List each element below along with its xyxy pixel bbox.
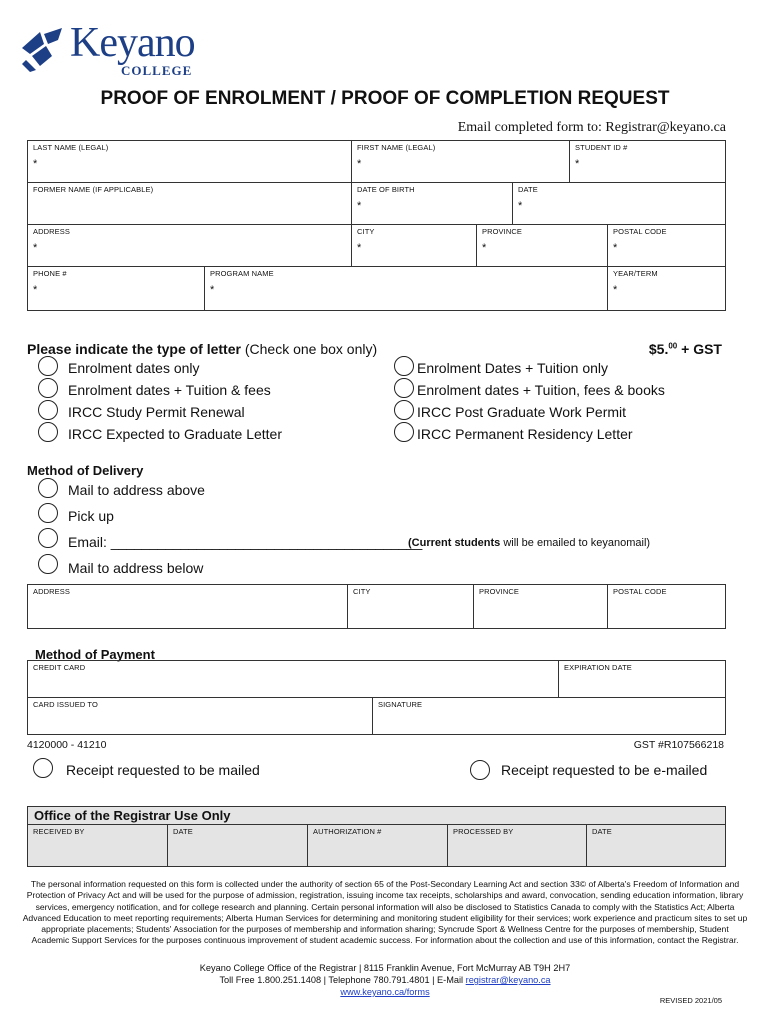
privacy-notice: The personal information requested on this form is collected under the authority of section 65 of the Post-Secondary Learning Act and section 33© of Alberta's Freedom of Information and Protection of Privacy Act and will be used for the purpose of admission, registration, issuing income tax receipts, scholarships and award, convocation, sending education information, library services, emergency notification, and for college research and planning. Certain personal information will also be disclosed to Statistics Canada to comply with the Statistics Act; Alberta Advanced Education to meet reporting requirements; Alberta Human Services for determining and monitoring student eligibility for their services; work experience and practicum sites to set up appropriate placements; Students' Association for the purposes of membership and information sharing; Syncrude Sport & Wellness Centre for the purposes of membership, Student Academic Support Services for the purposes continuous improvement of student academic success. For information about the collection and use of this information, contact the Registrar. — [22, 879, 748, 946]
address-field[interactable]: ADDRESS * — [28, 225, 352, 267]
former-name-field[interactable]: FORMER NAME (IF APPLICABLE) — [28, 183, 352, 225]
gst-number: GST #R107566218 — [633, 739, 724, 751]
delivery-email-note: (Current students will be emailed to keyanomail) — [408, 537, 651, 549]
letter-option-1-checkbox[interactable] — [38, 356, 58, 376]
receipt-email-checkbox[interactable] — [470, 760, 490, 780]
letter-option-1-label: Enrolment dates only — [68, 360, 200, 376]
delivery-address-table — [27, 584, 726, 629]
date-field[interactable]: DATE * — [513, 183, 726, 225]
letter-option-6-checkbox[interactable] — [394, 378, 414, 398]
letter-option-8-label: IRCC Permanent Residency Letter — [417, 426, 633, 442]
postal-code-field[interactable]: POSTAL CODE * — [608, 225, 726, 267]
office-date-2-field[interactable]: DATE — [587, 825, 726, 867]
office-use-table — [27, 806, 726, 867]
letter-option-7-label: IRCC Post Graduate Work Permit — [417, 404, 627, 420]
payment-heading: Method of Payment — [35, 647, 155, 662]
city-field[interactable]: CITY * — [352, 225, 477, 267]
account-code: 4120000 - 41210 — [27, 739, 107, 751]
delivery-option-1-checkbox[interactable] — [38, 478, 58, 498]
signature-field[interactable]: SIGNATURE — [373, 698, 726, 735]
letter-option-4-label: IRCC Expected to Graduate Letter — [68, 426, 282, 442]
office-received-by-field[interactable]: RECEIVED BY — [28, 825, 168, 867]
letter-option-6-label: Enrolment dates + Tuition, fees & books — [417, 382, 665, 398]
delivery-option-1-label: Mail to address above — [68, 482, 205, 498]
delivery-option-2-checkbox[interactable] — [38, 503, 58, 523]
delivery-city-field[interactable]: CITY — [348, 585, 474, 629]
letter-option-7-checkbox[interactable] — [394, 400, 414, 420]
forms-link[interactable]: www.keyano.ca/forms — [340, 987, 430, 997]
keyano-logo-mark — [18, 26, 70, 74]
brand-name: Keyano — [70, 20, 195, 66]
province-field[interactable]: PROVINCE * — [477, 225, 608, 267]
payment-table — [27, 660, 726, 735]
office-authorization-field[interactable]: AUTHORIZATION # — [308, 825, 448, 867]
last-name-field[interactable]: LAST NAME (LEGAL) * — [28, 141, 352, 183]
letter-option-3-checkbox[interactable] — [38, 400, 58, 420]
letter-option-2-label: Enrolment dates + Tuition & fees — [68, 382, 271, 398]
card-issued-to-field[interactable]: CARD ISSUED TO — [28, 698, 373, 735]
credit-card-field[interactable]: CREDIT CARD — [28, 661, 559, 698]
delivery-province-field[interactable]: PROVINCE — [474, 585, 608, 629]
dob-field[interactable]: DATE OF BIRTH * — [352, 183, 513, 225]
personal-info-table — [27, 140, 726, 311]
delivery-heading: Method of Delivery — [27, 463, 144, 478]
form-title: PROOF OF ENROLMENT / PROOF OF COMPLETION REQUEST — [100, 88, 670, 109]
first-name-field[interactable]: FIRST NAME (LEGAL) * — [352, 141, 570, 183]
registrar-email-link[interactable]: registrar@keyano.ca — [465, 975, 551, 985]
year-term-field[interactable]: YEAR/TERM * — [608, 267, 726, 311]
office-use-heading: Office of the Registrar Use Only — [28, 807, 726, 825]
delivery-address-field[interactable]: ADDRESS — [28, 585, 348, 629]
letter-option-3-label: IRCC Study Permit Renewal — [68, 404, 245, 420]
delivery-postal-field[interactable]: POSTAL CODE — [608, 585, 726, 629]
delivery-option-4-label: Mail to address below — [68, 560, 204, 576]
letter-option-5-label: Enrolment Dates + Tuition only — [417, 360, 609, 376]
office-date-field[interactable]: DATE — [168, 825, 308, 867]
receipt-email-label: Receipt requested to be e-mailed — [501, 762, 708, 778]
letter-option-4-checkbox[interactable] — [38, 422, 58, 442]
brand-sub: COLLEGE — [121, 63, 193, 78]
student-id-field[interactable]: STUDENT ID # * — [570, 141, 726, 183]
delivery-option-4-checkbox[interactable] — [38, 554, 58, 574]
price-label: $5.00 + GST — [648, 341, 722, 357]
delivery-option-2-label: Pick up — [68, 508, 114, 524]
program-name-field[interactable]: PROGRAM NAME * — [205, 267, 608, 311]
expiration-date-field[interactable]: EXPIRATION DATE — [559, 661, 726, 698]
revised-date: REVISED 2021/05 — [659, 996, 722, 1005]
letter-option-8-checkbox[interactable] — [394, 422, 414, 442]
office-processed-by-field[interactable]: PROCESSED BY — [448, 825, 587, 867]
footer-contact: Toll Free 1.800.251.1408 | Telephone 780.791.4801 | E-Mail registrar@keyano.ca — [219, 975, 551, 985]
receipt-mail-checkbox[interactable] — [33, 758, 53, 778]
phone-field[interactable]: PHONE # * — [28, 267, 205, 311]
letter-option-5-checkbox[interactable] — [394, 356, 414, 376]
footer-address: Keyano College Office of the Registrar | 8115 Franklin Avenue, Fort McMurray AB T9H 2H7 — [199, 963, 571, 973]
receipt-mail-label: Receipt requested to be mailed — [66, 762, 260, 778]
email-instruction: Email completed form to: Registrar@keyano.ca — [457, 120, 726, 135]
delivery-email-field[interactable]: Email: ________________________________________ — [68, 534, 423, 550]
letter-type-heading: Please indicate the type of letter (Check one box only) — [27, 341, 378, 357]
delivery-option-3-checkbox[interactable] — [38, 528, 58, 548]
letter-option-2-checkbox[interactable] — [38, 378, 58, 398]
footer-forms — [0, 987, 770, 997]
